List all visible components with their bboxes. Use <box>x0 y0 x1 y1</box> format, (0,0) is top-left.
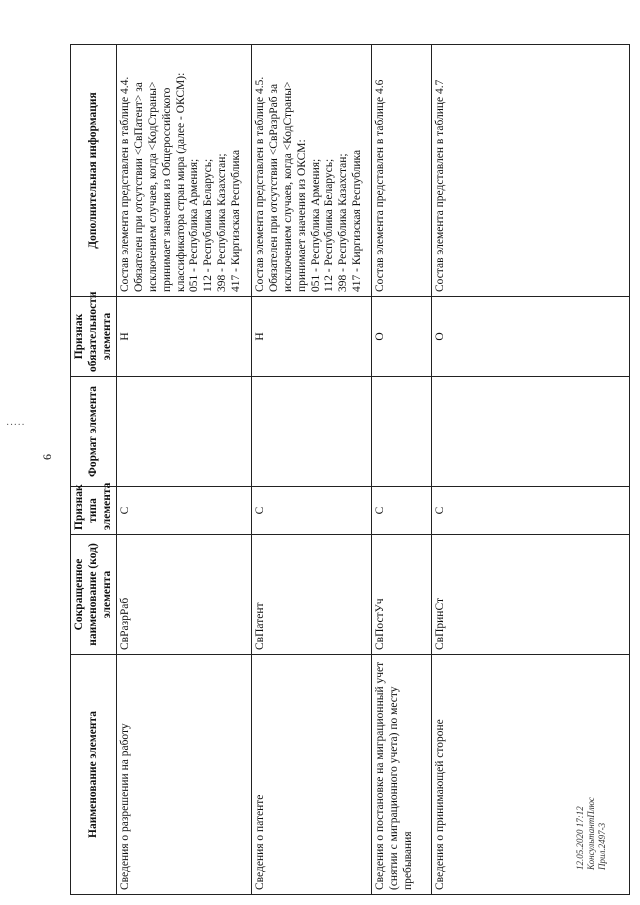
page-number: 6 <box>40 454 54 460</box>
header-type: Признак типа элемента <box>71 487 117 535</box>
cell-format <box>432 377 630 487</box>
cell-name: Сведения о разрешении на работу <box>117 655 252 895</box>
header-format: Формат элемента <box>71 377 117 487</box>
cell-type: С <box>372 487 432 535</box>
cell-info <box>117 45 252 297</box>
header-required: Признак обязательности элемента <box>71 297 117 377</box>
info-line: Состав элемента представлен в таблице 4.6 <box>374 79 387 292</box>
cell-required: О <box>372 297 432 377</box>
cell-format <box>117 377 252 487</box>
cell-format <box>372 377 432 487</box>
info-line: Состав элемента представлен в таблице 4.4. <box>119 76 132 292</box>
cell-required: Н <box>252 297 372 377</box>
cell-name: Сведения о постановке на миграционный учет (снятии с миграционного учета) по месту пребывания <box>372 655 432 895</box>
rotated-table-container <box>70 45 630 895</box>
table-row <box>372 45 432 895</box>
cell-format <box>252 377 372 487</box>
cell-info <box>432 45 630 297</box>
stamp-line: КонсультантПлюс Прил.2497-3 <box>585 797 607 870</box>
header-info: Дополнительная информация <box>71 45 117 297</box>
info-line: 398 - Республика Казахстан; <box>215 153 228 292</box>
info-line: 417 - Киргизская Республика <box>350 149 363 292</box>
cell-code: СвРазрРаб <box>117 535 252 655</box>
stamp-line: 12.05.2020 17:12 <box>575 806 585 870</box>
info-line: 417 - Киргизская Республика <box>229 149 242 292</box>
info-line: Состав элемента представлен в таблице 4.7 <box>434 79 447 292</box>
table-row <box>432 45 630 895</box>
print-stamp <box>575 797 607 870</box>
cell-name: Сведения о патенте <box>252 655 372 895</box>
table-row <box>117 45 252 895</box>
info-line: 051 - Республика Армения; <box>309 158 322 292</box>
cell-name: Сведения о принимающей стороне <box>432 655 630 895</box>
cell-required: О <box>432 297 630 377</box>
cell-type: С <box>432 487 630 535</box>
cell-type: С <box>117 487 252 535</box>
cell-info <box>372 45 432 297</box>
margin-marks: · · · · · <box>6 420 24 431</box>
table-header-row <box>71 45 117 895</box>
info-line: 398 - Республика Казахстан; <box>337 153 350 292</box>
info-line: Состав элемента представлен в таблице 4.5. <box>254 76 267 292</box>
info-line: Обязателен при отсутствии <СвРазрРаб за исключением случаев, когда <КодСтраны> принимает значения из ОКСМ: <box>268 81 308 292</box>
table-row <box>252 45 372 895</box>
cell-info <box>252 45 372 297</box>
info-line: 112 - Республика Беларусь; <box>323 158 336 292</box>
cell-code: СвПатент <box>252 535 372 655</box>
header-code: Сокращенное наименование (код) элемента <box>71 535 117 655</box>
cell-code: СвПостУч <box>372 535 432 655</box>
info-line: 051 - Республика Армения; <box>188 158 201 292</box>
cell-code: СвПринСт <box>432 535 630 655</box>
cell-required: Н <box>117 297 252 377</box>
cell-type: С <box>252 487 372 535</box>
info-line: 112 - Республика Беларусь; <box>202 158 215 292</box>
elements-table <box>70 44 630 895</box>
info-line: Обязателен при отсутствии <СвПатент> за исключением случаев, когда <КодСтраны> принимает значения из Общероссийского классификатора стран мира (далее - ОКСМ): <box>133 72 187 292</box>
header-name: Наименование элемента <box>71 655 117 895</box>
